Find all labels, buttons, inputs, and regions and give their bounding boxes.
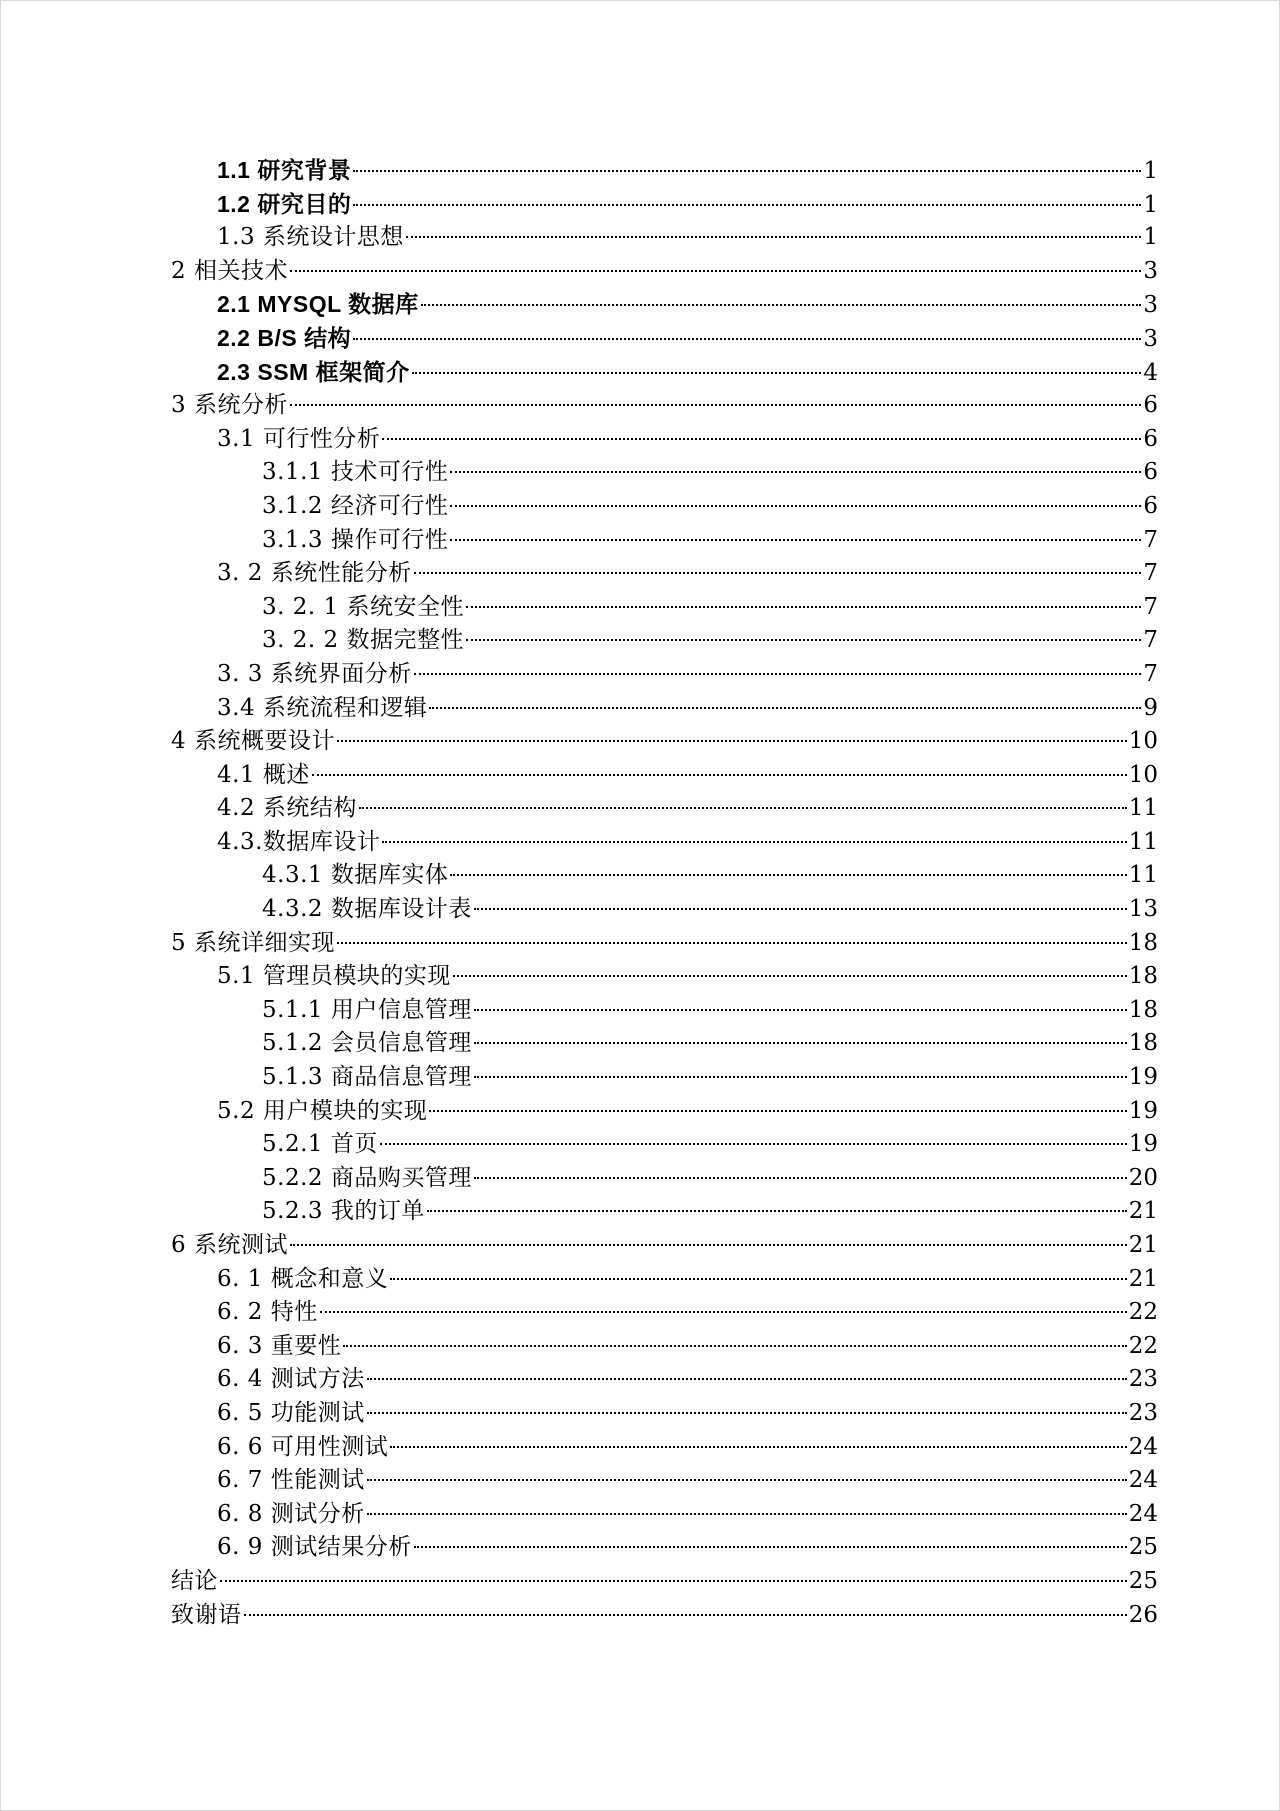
- toc-entry[interactable]: [171, 1498, 1158, 1532]
- toc-entry-label: 3. 3 系统界面分析: [217, 660, 412, 687]
- toc-dot-leader: [474, 1042, 1127, 1044]
- toc-dot-leader: [450, 471, 1141, 473]
- toc-entry-label: 6. 6 可用性测试: [217, 1433, 389, 1460]
- toc-dot-leader: [414, 1546, 1127, 1548]
- toc-entry-page-number: 23: [1128, 1399, 1158, 1426]
- toc-entry-page-number: 25: [1128, 1534, 1158, 1561]
- toc-entry[interactable]: [171, 1095, 1158, 1129]
- toc-entry-label: 3 系统分析: [171, 392, 288, 419]
- toc-entry[interactable]: [171, 1431, 1158, 1465]
- toc-entry[interactable]: [171, 456, 1158, 490]
- toc-entry-page-number: 21: [1128, 1232, 1158, 1258]
- toc-entry-page-number: 7: [1143, 660, 1158, 687]
- toc-entry[interactable]: [171, 1195, 1158, 1229]
- toc-entry-label: 5.2.1 首页: [262, 1131, 378, 1158]
- toc-dot-leader: [450, 505, 1141, 507]
- toc-entry-page-number: 1: [1143, 191, 1158, 218]
- toc-entry[interactable]: [171, 826, 1158, 860]
- toc-dot-leader: [337, 740, 1127, 742]
- toc-dot-leader: [353, 338, 1141, 340]
- toc-entry-page-number: 10: [1128, 761, 1158, 788]
- toc-entry-label: 3.4 系统流程和逻辑: [217, 694, 428, 721]
- toc-entry-label: 5.2.2 商品购买管理: [262, 1164, 472, 1191]
- toc-entry-page-number: 7: [1143, 560, 1158, 587]
- toc-dot-leader: [290, 404, 1141, 406]
- toc-entry-page-number: 19: [1128, 1131, 1158, 1158]
- toc-entry-page-number: 1: [1143, 224, 1158, 251]
- toc-entry[interactable]: [171, 1027, 1158, 1061]
- toc-entry-label: 3.1.2 经济可行性: [262, 492, 449, 519]
- toc-entry[interactable]: [171, 1128, 1158, 1162]
- toc-entry-label: 6. 8 测试分析: [217, 1500, 365, 1527]
- toc-entry-label: 6. 3 重要性: [217, 1332, 342, 1359]
- toc-entry-page-number: 7: [1143, 627, 1158, 654]
- toc-entry[interactable]: [171, 725, 1158, 759]
- toc-dot-leader: [367, 1412, 1127, 1414]
- toc-dot-leader: [390, 1278, 1127, 1280]
- toc-entry-page-number: 24: [1128, 1467, 1158, 1494]
- toc-entry[interactable]: [171, 759, 1158, 793]
- toc-dot-leader: [353, 204, 1141, 206]
- toc-dot-leader: [390, 1446, 1127, 1448]
- toc-dot-leader: [474, 1177, 1127, 1179]
- toc-dot-leader: [412, 372, 1142, 374]
- toc-entry-page-number: 21: [1128, 1265, 1158, 1292]
- toc-entry-label: 4 系统概要设计: [171, 728, 335, 755]
- toc-entry[interactable]: [171, 1531, 1158, 1565]
- toc-entry-label: 6 系统测试: [171, 1232, 288, 1258]
- toc-entry[interactable]: [171, 1363, 1158, 1397]
- toc-dot-leader: [382, 841, 1126, 843]
- toc-entry[interactable]: [171, 1162, 1158, 1196]
- toc-entry-label: 4.3.2 数据库设计表: [262, 896, 472, 923]
- toc-dot-leader: [220, 1580, 1127, 1582]
- toc-entry[interactable]: [171, 859, 1158, 893]
- toc-entry-page-number: 19: [1128, 1064, 1158, 1091]
- toc-entry[interactable]: [171, 1296, 1158, 1330]
- toc-dot-leader: [450, 539, 1141, 541]
- toc-entry-page-number: 11: [1128, 795, 1158, 822]
- toc-entry-label: 3. 2. 2 数据完整性: [262, 627, 464, 654]
- toc-entry-page-number: 3: [1143, 292, 1158, 319]
- toc-entry-page-number: 7: [1143, 593, 1158, 620]
- toc-entry-page-number: 18: [1128, 1030, 1158, 1057]
- toc-entry[interactable]: [171, 1229, 1158, 1263]
- toc-entry[interactable]: [171, 1599, 1158, 1633]
- toc-entry-label: 6. 7 性能测试: [217, 1467, 365, 1494]
- toc-dot-leader: [474, 908, 1127, 910]
- toc-entry[interactable]: [171, 557, 1158, 591]
- toc-entry-label: 4.3.数据库设计: [217, 828, 381, 855]
- toc-entry[interactable]: [171, 1330, 1158, 1364]
- toc-entry-label: 致谢语: [171, 1601, 242, 1628]
- toc-entry[interactable]: [171, 692, 1158, 726]
- toc-entry[interactable]: [171, 288, 1158, 322]
- toc-entry-page-number: 20: [1128, 1164, 1158, 1191]
- toc-entry-page-number: 26: [1128, 1601, 1158, 1628]
- toc-dot-leader: [380, 1143, 1127, 1145]
- toc-dot-leader: [382, 438, 1141, 440]
- toc-entry-page-number: 3: [1143, 325, 1158, 352]
- toc-entry[interactable]: [171, 423, 1158, 457]
- toc-dot-leader: [429, 1110, 1126, 1112]
- toc-entry[interactable]: [171, 1061, 1158, 1095]
- toc-entry-page-number: 11: [1128, 828, 1158, 855]
- toc-dot-leader: [353, 170, 1141, 172]
- table-of-contents: [171, 154, 1158, 1632]
- toc-entry[interactable]: [171, 1397, 1158, 1431]
- toc-dot-leader: [320, 1311, 1127, 1313]
- toc-entry-page-number: 19: [1128, 1097, 1158, 1124]
- toc-entry-page-number: 25: [1128, 1567, 1158, 1594]
- toc-entry-label: 5.1.1 用户信息管理: [262, 996, 472, 1023]
- toc-entry-label: 4.3.1 数据库实体: [262, 862, 449, 889]
- toc-entry[interactable]: [171, 1464, 1158, 1498]
- toc-entry-label: 3.1 可行性分析: [217, 425, 381, 452]
- toc-entry-label: 2 相关技术: [171, 257, 288, 284]
- toc-entry-page-number: 21: [1128, 1198, 1158, 1225]
- toc-entry[interactable]: [171, 356, 1158, 390]
- toc-entry[interactable]: [171, 893, 1158, 927]
- toc-entry-page-number: 6: [1143, 492, 1158, 519]
- toc-entry-label: 1.3 系统设计思想: [217, 224, 404, 251]
- toc-entry[interactable]: [171, 591, 1158, 625]
- toc-entry-page-number: 7: [1143, 526, 1158, 553]
- toc-entry-page-number: 6: [1143, 459, 1158, 486]
- toc-entry[interactable]: [171, 490, 1158, 524]
- toc-entry-label: 5.1.2 会员信息管理: [262, 1030, 472, 1057]
- toc-entry-page-number: 22: [1128, 1299, 1158, 1326]
- toc-entry-label: 6. 9 测试结果分析: [217, 1534, 412, 1561]
- toc-entry-page-number: 11: [1128, 862, 1158, 889]
- toc-dot-leader: [359, 807, 1127, 809]
- toc-entry[interactable]: [171, 994, 1158, 1028]
- toc-entry-label: 3. 2 系统性能分析: [217, 560, 412, 587]
- toc-entry-label: 6. 5 功能测试: [217, 1399, 365, 1426]
- toc-entry-label: 1.1 研究背景: [217, 157, 352, 183]
- toc-entry-label: 4.2 系统结构: [217, 795, 357, 822]
- toc-entry[interactable]: [171, 1565, 1158, 1599]
- toc-dot-leader: [414, 673, 1142, 675]
- toc-dot-leader: [406, 236, 1141, 238]
- toc-dot-leader: [427, 1210, 1127, 1212]
- toc-entry-page-number: 18: [1128, 996, 1158, 1023]
- toc-entry-page-number: 6: [1143, 425, 1158, 452]
- toc-dot-leader: [466, 639, 1141, 641]
- toc-dot-leader: [466, 606, 1141, 608]
- toc-dot-leader: [474, 1076, 1127, 1078]
- toc-entry[interactable]: [171, 792, 1158, 826]
- toc-entry-page-number: 18: [1128, 963, 1158, 990]
- toc-entry[interactable]: [171, 322, 1158, 356]
- toc-dot-leader: [367, 1513, 1127, 1515]
- toc-entry-label: 5.1 管理员模块的实现: [217, 963, 451, 990]
- toc-entry-page-number: 1: [1143, 158, 1158, 184]
- toc-entry-label: 5.2 用户模块的实现: [217, 1097, 428, 1124]
- toc-entry-page-number: 18: [1128, 929, 1158, 956]
- toc-dot-leader: [367, 1479, 1127, 1481]
- toc-entry-label: 5.1.3 商品信息管理: [262, 1064, 472, 1091]
- toc-dot-leader: [421, 304, 1142, 306]
- toc-entry-label: 6. 1 概念和意义: [217, 1265, 389, 1292]
- toc-dot-leader: [474, 1009, 1127, 1011]
- toc-dot-leader: [312, 774, 1127, 776]
- toc-dot-leader: [343, 1345, 1127, 1347]
- toc-entry-label: 2.2 B/S 结构: [217, 324, 352, 351]
- toc-dot-leader: [337, 942, 1127, 944]
- toc-entry-page-number: 9: [1143, 694, 1158, 721]
- toc-entry[interactable]: [171, 960, 1158, 994]
- toc-entry-page-number: 3: [1143, 257, 1158, 284]
- toc-entry[interactable]: [171, 1263, 1158, 1297]
- toc-entry-label: 3. 2. 1 系统安全性: [262, 593, 464, 620]
- toc-entry-page-number: 22: [1128, 1332, 1158, 1359]
- toc-entry[interactable]: [171, 255, 1158, 289]
- toc-entry[interactable]: [171, 624, 1158, 658]
- toc-dot-leader: [414, 572, 1142, 574]
- toc-dot-leader: [450, 874, 1126, 876]
- toc-dot-leader: [290, 270, 1141, 272]
- toc-entry-label: 2.3 SSM 框架简介: [217, 358, 410, 385]
- toc-entry[interactable]: [171, 188, 1158, 222]
- toc-entry-page-number: 4: [1143, 359, 1158, 386]
- toc-entry[interactable]: [171, 927, 1158, 961]
- toc-entry-label: 5 系统详细实现: [171, 929, 335, 956]
- toc-entry-page-number: 24: [1128, 1433, 1158, 1460]
- toc-entry-label: 6. 4 测试方法: [217, 1366, 365, 1393]
- toc-dot-leader: [290, 1244, 1127, 1246]
- toc-entry-label: 1.2 研究目的: [217, 190, 352, 217]
- toc-entry-label: 3.1.3 操作可行性: [262, 526, 449, 553]
- toc-entry-page-number: 13: [1128, 896, 1158, 923]
- toc-entry-label: 5.2.3 我的订单: [262, 1198, 425, 1225]
- toc-dot-leader: [367, 1378, 1127, 1380]
- toc-entry-label: 4.1 概述: [217, 761, 310, 788]
- toc-dot-leader: [244, 1614, 1127, 1616]
- toc-entry-page-number: 23: [1128, 1366, 1158, 1393]
- toc-entry[interactable]: [171, 221, 1158, 255]
- toc-entry[interactable]: [171, 658, 1158, 692]
- toc-entry[interactable]: [171, 524, 1158, 558]
- toc-entry-label: 结论: [171, 1567, 218, 1594]
- toc-dot-leader: [429, 707, 1141, 709]
- toc-entry[interactable]: [171, 154, 1158, 188]
- toc-entry-page-number: 6: [1143, 392, 1158, 419]
- toc-entry[interactable]: [171, 389, 1158, 423]
- toc-dot-leader: [453, 975, 1127, 977]
- toc-entry-page-number: 10: [1128, 728, 1158, 755]
- toc-entry-page-number: 24: [1128, 1500, 1158, 1527]
- toc-entry-label: 3.1.1 技术可行性: [262, 459, 449, 486]
- toc-entry-label: 2.1 MYSQL 数据库: [217, 291, 419, 318]
- toc-entry-label: 6. 2 特性: [217, 1299, 318, 1326]
